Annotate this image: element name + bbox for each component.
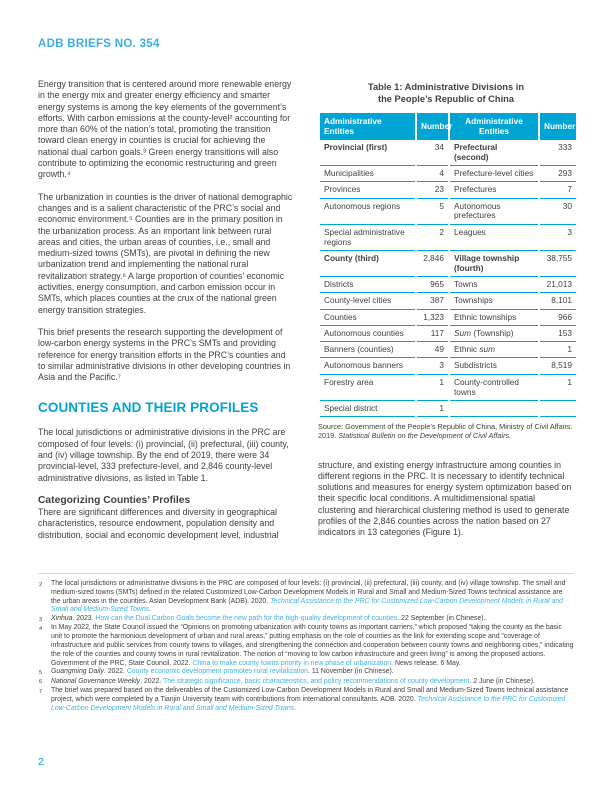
table-row [320, 277, 576, 293]
table-cell-entity: Autonomous regions [320, 199, 415, 225]
table-header-entities-1: Administrative Entities [320, 113, 415, 140]
table-row [320, 358, 576, 374]
footnote [38, 687, 574, 713]
footnote-number: 3 [39, 616, 43, 623]
paragraph-differences: There are significant differences and diversity in geographical characteristics, resource endowment, population density and distribution, social and economic development level, industrial [38, 506, 279, 540]
table-source-text: Source: Government of the People’s Republic of China, Ministry of Civil Affairs. 2019. [318, 422, 573, 441]
subheading-categorizing-profiles: Categorizing Counties’ Profiles [38, 494, 191, 506]
table-cell-number: 1 [417, 401, 448, 417]
footnote-text: The local jurisdictions or administrative divisions in the PRC are composed of four levels: (i) provincial, (ii) prefectural, (iii) county, and (iv) village township. The small and medium-sized towns (SMTs) defined in the related Customized Low-Carbon Development Models in Rural and Small and Medium-Sized Towns technical assistance are the urban areas in the counties. Asian Development Bank (ADB). 2020. Technical Assistance to the PRC for Customized Low-Carbon Development Models in Rural and Small and Medium-Sized Towns. [51, 580, 566, 614]
table-cell-number: 8,101 [540, 293, 576, 309]
table-cell-number: 8,519 [540, 358, 576, 374]
table-cell-entity: Districts [320, 277, 415, 293]
table-title [318, 82, 574, 105]
two-column-content [38, 79, 574, 565]
footnotes-block [38, 580, 574, 713]
table-row [320, 182, 576, 198]
table-cell-number: 23 [417, 182, 448, 198]
table-cell-number: 30 [540, 199, 576, 225]
table-cell-number: 333 [540, 140, 576, 166]
table-title-line2: the People’s Republic of China [377, 93, 515, 104]
table-cell-number: 21,013 [540, 277, 576, 293]
table-cell-entity: Ethnic townships [450, 310, 538, 326]
footnote-link[interactable]: The strategic significance, basic characteristics, and policy recommendations of county development [163, 677, 470, 685]
table-header-number-1: Number [417, 113, 448, 140]
right-column [318, 79, 574, 539]
table-cell-number: 5 [417, 199, 448, 225]
table-cell-entity: Provincial (first) [320, 140, 415, 166]
footnote-text: The brief was prepared based on the deliverables of the Customized Low-Carbon Development Models in Rural and Small and Medium-Sized Towns technical assistance project, which were completed by a Tianjin University team with contributions from international consultants. ADB. 2020. Technical Assistance to the PRC for Customized Low-Carbon Development Models in Rural and Small and Medium-Sized Towns. [51, 687, 569, 712]
footnote-text: National Governance Weekly. 2022. The strategic significance, basic characteristics, and policy recommendations of county development. 2 June (in Chinese). [51, 677, 535, 685]
footnote-number: 4 [39, 625, 43, 632]
table-cell-entity: Sum (Township) [450, 326, 538, 342]
table-cell-number: 7 [540, 182, 576, 198]
table-cell-entity: Autonomous prefectures [450, 199, 538, 225]
footnote [38, 624, 574, 668]
table-cell-entity: Special administrative regions [320, 225, 415, 251]
table-cell-number: 4 [417, 166, 448, 182]
table-cell-entity: Autonomous banners [320, 358, 415, 374]
section-heading-counties-profiles: COUNTIES AND THEIR PROFILES [38, 400, 259, 416]
table-cell-number [540, 401, 576, 417]
table-row [320, 199, 576, 225]
table-row [320, 310, 576, 326]
table-cell-entity: Autonomous counties [320, 326, 415, 342]
table-cell-number: 966 [540, 310, 576, 326]
table-row [320, 401, 576, 417]
table-source-publication: Statistical Bulletin on the Development of Civil Affairs. [338, 431, 512, 441]
table-cell-entity: County-controlled towns [450, 375, 538, 401]
table-row [320, 166, 576, 182]
footnote-number: 5 [39, 669, 43, 676]
paragraph-jurisdictions: The local jurisdictions or administrative divisions in the PRC are composed of four levels: (i) provincial, (ii) prefectural, (iii) county, and (iv) village township. By the end of 2019, there were 34 provincial-level, 333 prefecture-level, and 2,846 county-level administrative divisions, as listed in Table 1. [38, 427, 289, 483]
table-cell-entity: Municipalities [320, 166, 415, 182]
table-cell-number: 153 [540, 326, 576, 342]
table-cell-number: 1 [417, 375, 448, 401]
table-cell-entity: Village township (fourth) [450, 251, 538, 277]
table-header-entities-2: Administrative Entities [450, 113, 538, 140]
table-cell-entity: Counties [320, 310, 415, 326]
table-cell-number: 49 [417, 342, 448, 358]
table-cell-entity: Ethnic sum [450, 342, 538, 358]
footnote-text: Xinhua. 2023. How can the Dual Carbon Goals become the new path for the high-quality development of counties. 22 September (in Chinese). [51, 615, 486, 623]
table-cell-entity: Provinces [320, 182, 415, 198]
footnote [38, 678, 574, 687]
footnote-link[interactable]: County economic development promotes rural revitalization [126, 668, 309, 676]
table-title-line1: Table 1: Administrative Divisions in [367, 82, 525, 92]
footnote-link[interactable]: Technical Assistance to the PRC for Customized Low-Carbon Development Models in Rural and Small and Medium-Sized Towns. [51, 597, 563, 614]
table-cell-entity: Forestry area [320, 375, 415, 401]
table-cell-number: 34 [417, 140, 448, 166]
table-cell-number: 1 [540, 375, 576, 401]
page-number: 2 [38, 756, 44, 768]
table-cell-entity: County-level cities [320, 293, 415, 309]
table-source-note [318, 422, 574, 440]
table-cell-entity: Banners (counties) [320, 342, 415, 358]
table-cell-entity: Townships [450, 293, 538, 309]
table-row [320, 251, 576, 277]
table-cell-entity: Prefecture-level cities [450, 166, 538, 182]
table-cell-entity: Leagues [450, 225, 538, 251]
table-cell-entity: County (third) [320, 251, 415, 277]
table-cell-number: 1 [540, 342, 576, 358]
footnote-divider [38, 573, 574, 574]
table-cell-entity: Prefectural (second) [450, 140, 538, 166]
table-cell-number: 1,323 [417, 310, 448, 326]
table-cell-entity: Special district [320, 401, 415, 417]
footnote-text: In May 2022, the State Council issued the “Opinions on promoting urbanization with county towns as important carriers,” which proposed “taking the county as the basic unit to promote the harmonious development of urban and rural areas,” putting emphasis on the role of counties as the link for extending scope and “coverage of infrastructure and public services from county towns to villages, and strengthening the connection and cooperation between county towns and neighboring cities,” indicating the role of the counties and county towns in rural revitalization. The notion of “moving to low carbon infrastructure and green living” is among the proposed actions. Government of the PRC, State Council. 2022. China to make county towns priority in new phase of urbanization. News release. 6 May. [51, 624, 574, 667]
left-column [38, 79, 294, 541]
table-cell-number: 117 [417, 326, 448, 342]
table-cell-entity: Subdistricts [450, 358, 538, 374]
table-cell-number: 3 [540, 225, 576, 251]
paragraph-brief-purpose: This brief presents the research supporting the development of low-carbon energy systems in the PRC’s SMTs and providing reference for energy transition efforts in the PRC’s counties and to similar administrative divisions in other developing countries in Asia and the Pacific.⁷ [38, 326, 291, 383]
admin-divisions-table [318, 113, 578, 417]
footnote-link[interactable]: China to make county towns priority in new phase of urbanization. [192, 659, 394, 667]
table-cell-entity: Towns [450, 277, 538, 293]
table-cell-entity [450, 401, 538, 417]
table-header-number-2: Number [540, 113, 576, 140]
footnote-number: 6 [39, 679, 43, 686]
table-row [320, 225, 576, 251]
table-cell-entity: Prefectures [450, 182, 538, 198]
table-row [320, 342, 576, 358]
footnote-link[interactable]: How can the Dual Carbon Goals become the new path for the high-quality development of counties [95, 615, 398, 623]
paragraph-structure-clustering: structure, and existing energy infrastructure among counties in different regions in the PRC. It is necessary to identify technical solutions and measures for energy system optimization based on their specific local conditions. A multidimensional spatial clustering and hierarchical clustering method is used to generate profiles of the 2,846 counties across the nation based on 27 indicators in 13 categories (Figure 1). [318, 459, 572, 538]
table-cell-number: 965 [417, 277, 448, 293]
brief-series-title: ADB BRIEFS NO. 354 [38, 38, 160, 50]
brief-header [38, 34, 574, 52]
table-cell-number: 38,755 [540, 251, 576, 277]
footnote-number: 2 [39, 581, 43, 588]
table-row [320, 140, 576, 166]
footnote [38, 615, 574, 624]
table-row [320, 375, 576, 401]
table-cell-number: 293 [540, 166, 576, 182]
paragraph-energy-transition: Energy transition that is centered around more renewable energy in the energy mix and greater energy efficiency and smarter energy systems is among the key elements of the government’s efforts. With carbon emissions at the county-level² accounting for more than 60% of the nation’s total, promoting the transition toward clean energy in counties is crucial for achieving the national dual carbon goals.³ Green energy transitions will also contribute to optimizing the economic restructuring and green growth.⁴ [38, 79, 292, 180]
footnote [38, 668, 574, 677]
table-cell-number: 3 [417, 358, 448, 374]
footnote-link[interactable]: Technical Assistance to the PRC for Customized Low-Carbon Development Models in Rural and Small and Medium-Sized Towns. [51, 695, 566, 712]
table-cell-number: 387 [417, 293, 448, 309]
table-row [320, 293, 576, 309]
footnote-text: Guangming Daily. 2022. County economic development promotes rural revitalization. 11 November (in Chinese). [51, 668, 394, 676]
footnote [38, 580, 574, 615]
footnote-number: 7 [39, 688, 43, 695]
table-row [320, 326, 576, 342]
table-cell-number: 2,846 [417, 251, 448, 277]
table-header-row [320, 113, 576, 140]
table-cell-number: 2 [417, 225, 448, 251]
paragraph-urbanization: The urbanization in counties is the driver of national demographic changes and is a salient characteristic of the PRC’s social and economic environment.⁵ Counties are in the primary position in the urbanization process. As an important link between rural areas and cities, the urban areas of counties, i.e., small and medium-sized towns (SMTs), are pivotal in defining the new urbanization trend and implementing the national rural revitalization strategy.⁶ A large proportion of counties’ economic activities, energy consumption, and carbon emission occur in SMTs, which places counties at the crux of the national green energy transition strategies. [38, 191, 293, 315]
